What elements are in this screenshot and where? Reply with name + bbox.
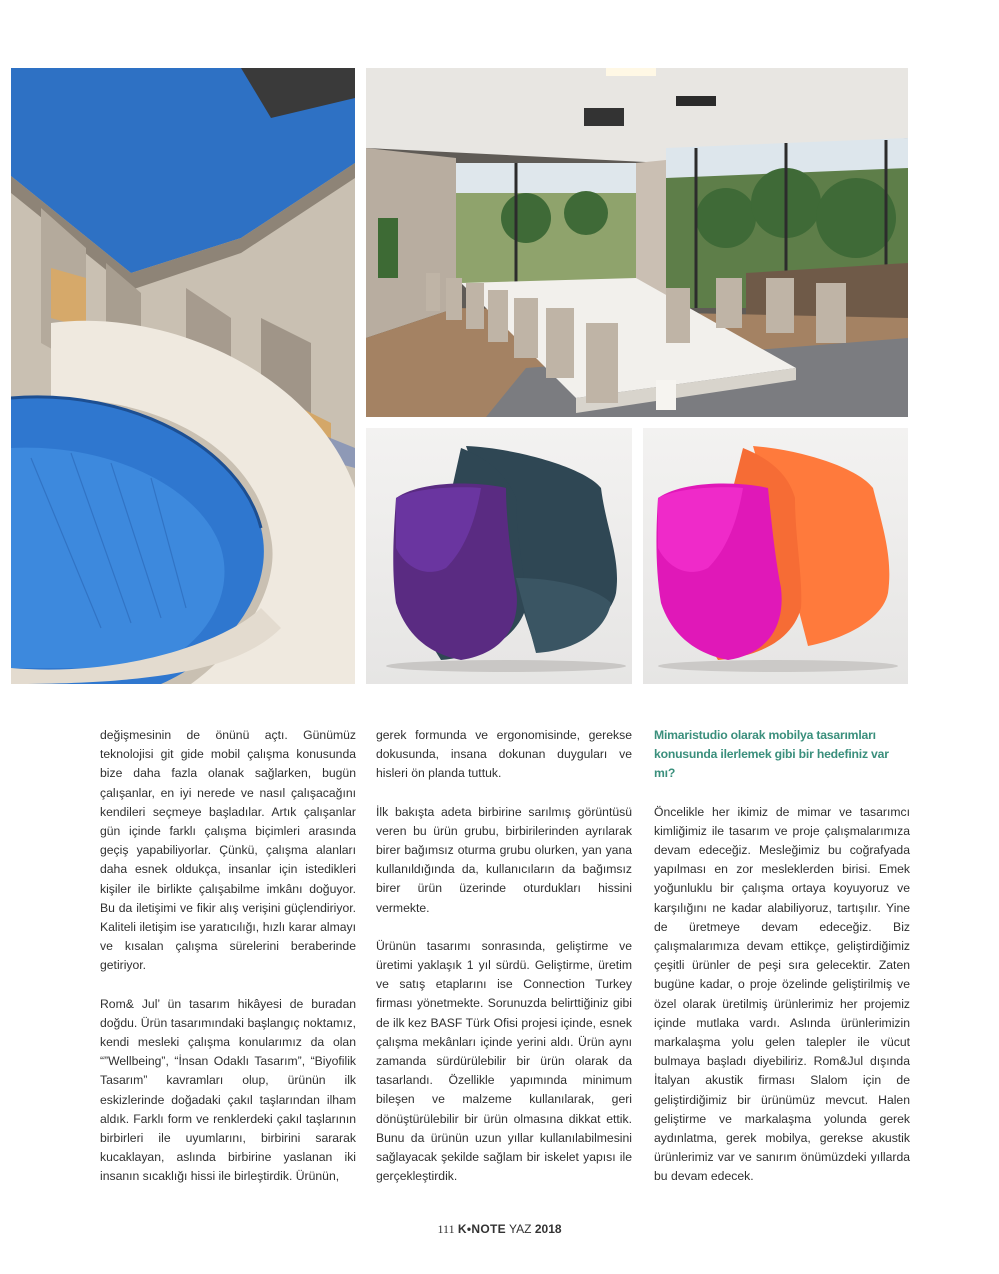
text-column-2 [376,726,632,1205]
interview-question: Mimaristudio olarak mobilya tasarımları konusunda ilerlemek gibi bir hedefiniz var mı? [654,728,889,781]
stairwell-photo [11,68,355,684]
column2-paragraph-2: İlk bakışta adeta birbirine sarılmış görüntüsü veren bu ürün grubu, birbirilerinden ayrılarak birer bağımsız oturma grubu olurken, yan yana kullanıldığında da, kullanıcıların da bağımsız birer ürün üzerinde oturdukları hissini vermekte. [376,804,632,915]
page-number: 111 [437,1222,455,1236]
column2-paragraph-1: gerek formunda ve ergonomisinde, gerekse dokusunda, insana dokunan duyguları ve hisleri ön planda tuttuk. [376,728,632,781]
interview-answer: Öncelikle her ikimiz de mimar ve tasarımcı kimliğimiz ile tasarım ve proje çalışmalarımıza devam edeceğiz. Mesleğimiz bu coğrafyada yapılması en zor mesleklerden birisi. Emek yoğunluklu bir çalışma ortaya koyuyoruz ve karşılığını ne kadar alabiliyoruz, tartışılır. Yine de üretmeye devam edeceğiz. Biz çalışmalarımıza devam ettikçe, geliştirdiğimiz çeşitli ürünler de peşi sıra gelecektir. Zaten bugüne kadar, o proje özelinde geliştirilmiş ve özel olarak üretilmiş ürünlerimiz her projemiz içinde mutlaka vardı. Aslında ürünlerimizin markalaşma yolu gelen talepler ile vücut bulmaya başladı diyebiliriz. Rom&Jul dışında İtalyan akustik firması Slalom için de geliştirdiğimiz bir ürünümüz mevcut. Halen geliştirme ve markalaşma yolunda gerek aydınlatma, gerek mobilya, gerekse akustik ürünlerimiz var ve sanırım önümüzdeki yıllarda bu devam edecek. [654,804,910,1184]
meeting-room-photo [366,68,908,417]
text-column-1 [100,726,356,1206]
page-footer [0,1222,999,1237]
magazine-brand: K•NOTE [457,1222,506,1236]
column2-paragraph-3: Ürünün tasarımı sonrasında, geliştirme ve üretimi yaklaşık 1 yıl sürdü. Geliştirme, üretim ve satış etaplarını ise Connection Turkey firması yönetmekte. Sorunuzda belirttiğiniz gibi de ilk kez BASF Türk Ofisi projesi içinde, esnek çalışma mekânları içinde yerini aldı. Ürün aynı zamanda sürdürülebilir bir ürün olarak da tasarlandı. Özellikle yapımında minimum bileşen ve malzeme kullanılarak, geri dönüştürülebilir bir ürün olmasına dikkat ettik. Bunu da ürünün uzun yıllar kullanılabilmesini sağlayacak şekilde sağlam bir iskelet yapısı ile gerçekleştirdik. [376,938,632,1184]
pink-orange-chair-photo [643,428,908,684]
column1-paragraph-1: değişmesinin de önünü açtı. Günümüz teknolojisi git gide mobil çalışma konusunda bize daha fazla olanak sağlarken, bugün çalışanlar, en iyi nerede ve nasıl çalışacağını kendileri seçmeye başladılar. Artık çalışanlar gün içinde farklı çalışma biçimleri arasında geçiş yapabiliyorlar. Çünkü, çalışma alanları daha esnek oldukça, insanlar için istedikleri kişiler ile birlikte çalışabilme imkânı doğuyor. Bu da iletişimi ve fikir alış verişini güçlendiriyor. Kaliteli iletişim ise yaratıcılığı, hızlı karar almayı ve kısalan çalışma sürelerini beraberinde getiriyor. [100,728,356,973]
column1-paragraph-2: Rom& Jul’ ün tasarım hikâyesi de buradan doğdu. Ürün tasarımındaki başlangıç noktamız, kendi mesleki çalışma konularımız da olan “”Wellbeing”, “İnsan Odaklı Tasarım”, “Biyofilik Tasarım” kavramları olup, ürünün ilk eskizlerinde doğadaki çakıl taşlarından ilham aldık. Farklı form ve renklerdeki çakıl taşlarının birbirleri ile uyumlarını, birbirini sararak kucaklayan, aslında birbirine yaslanan iki insanın sıcaklığı hissi ile birleştirdik. Ürünün, [100,996,356,1184]
issue-year: 2018 [534,1222,562,1236]
issue-season: YAZ [509,1222,532,1236]
text-column-3 [654,726,910,1206]
purple-teal-chair-photo [366,428,632,684]
